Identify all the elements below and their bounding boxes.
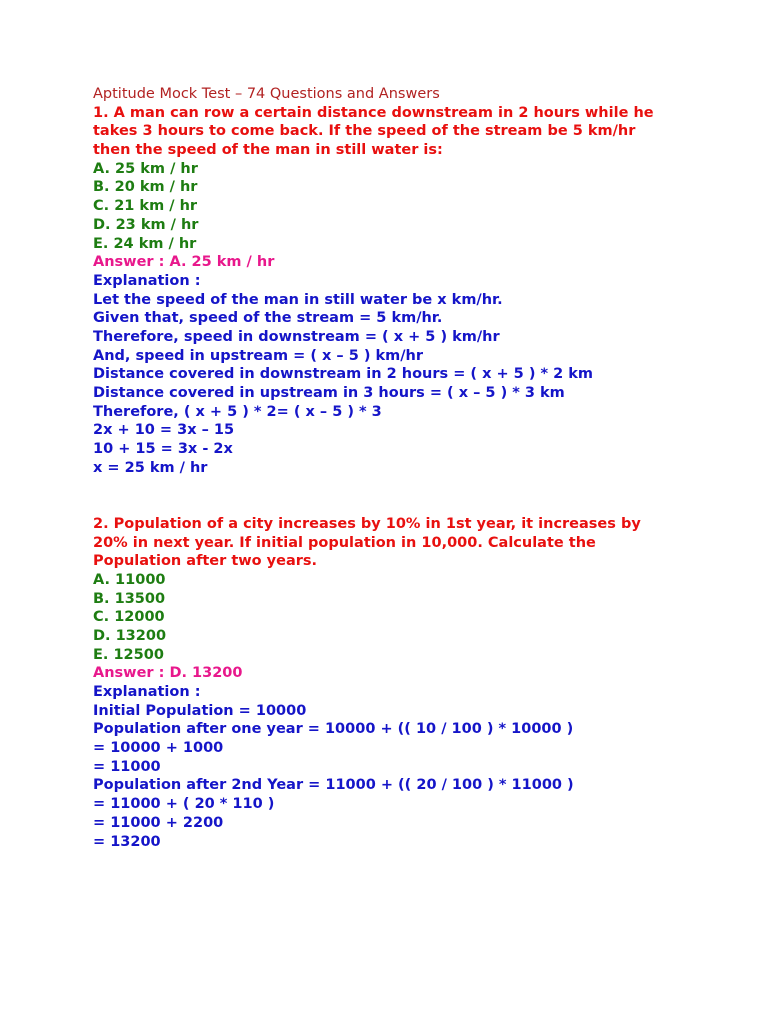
option-b: B. 20 km / hr <box>93 179 198 196</box>
explanation-line: x = 25 km / hr <box>93 459 208 476</box>
explanation-heading: Explanation : <box>93 272 201 289</box>
option-d: D. 23 km / hr <box>93 216 199 233</box>
question-1 <box>93 104 753 478</box>
question-spacer <box>93 477 753 514</box>
answer-line: Answer : D. 13200 <box>93 665 243 682</box>
explanation-line: 2x + 10 = 3x – 15 <box>93 422 235 439</box>
explanation-line: Therefore, speed in downstream = ( x + 5 ) km/hr <box>93 328 500 345</box>
answer-line: Answer : A. 25 km / hr <box>93 254 275 271</box>
explanation-line: = 13200 <box>93 833 161 850</box>
question-text-line: 2. Population of a city increases by 10% in 1st year, it increases by <box>93 515 641 532</box>
explanation-line: And, speed in upstream = ( x – 5 ) km/hr <box>93 347 424 364</box>
option-e: E. 12500 <box>93 646 164 663</box>
explanation-line: Initial Population = 10000 <box>93 702 307 719</box>
question-text-line: 1. A man can row a certain distance downstream in 2 hours while he <box>93 104 654 121</box>
question-text-line: 20% in next year. If initial population in 10,000. Calculate the <box>93 534 596 551</box>
option-c: C. 12000 <box>93 609 165 626</box>
explanation-line: Population after one year = 10000 + (( 10 / 100 ) * 10000 ) <box>93 721 574 738</box>
option-c: C. 21 km / hr <box>93 198 198 215</box>
document-title: Aptitude Mock Test – 74 Questions and Answers <box>93 86 440 102</box>
option-a: A. 11000 <box>93 571 166 588</box>
explanation-line: Population after 2nd Year = 11000 + (( 20 / 100 ) * 11000 ) <box>93 777 574 794</box>
explanation-line: = 11000 + 2200 <box>93 814 224 831</box>
option-b: B. 13500 <box>93 590 166 607</box>
document-page <box>93 85 753 851</box>
question-text-line: Population after two years. <box>93 553 318 570</box>
option-d: D. 13200 <box>93 627 167 644</box>
question-text-line: then the speed of the man in still water is: <box>93 142 443 159</box>
option-a: A. 25 km / hr <box>93 160 198 177</box>
explanation-line: Distance covered in upstream in 3 hours = ( x – 5 ) * 3 km <box>93 385 565 401</box>
explanation-line: = 11000 <box>93 758 161 775</box>
explanation-line: = 10000 + 1000 <box>93 740 224 757</box>
explanation-line: = 11000 + ( 20 * 110 ) <box>93 796 275 813</box>
explanation-line: Distance covered in downstream in 2 hours = ( x + 5 ) * 2 km <box>93 366 594 383</box>
question-text-line: takes 3 hours to come back. If the speed of the stream be 5 km/hr <box>93 123 636 140</box>
explanation-heading: Explanation : <box>93 684 201 701</box>
option-e: E. 24 km / hr <box>93 235 197 252</box>
explanation-line: Let the speed of the man in still water be x km/hr. <box>93 291 503 308</box>
explanation-line: Therefore, ( x + 5 ) * 2= ( x – 5 ) * 3 <box>93 403 382 420</box>
explanation-line: Given that, speed of the stream = 5 km/hr. <box>93 310 443 327</box>
explanation-line: 10 + 15 = 3x - 2x <box>93 441 233 458</box>
question-2 <box>93 515 753 851</box>
